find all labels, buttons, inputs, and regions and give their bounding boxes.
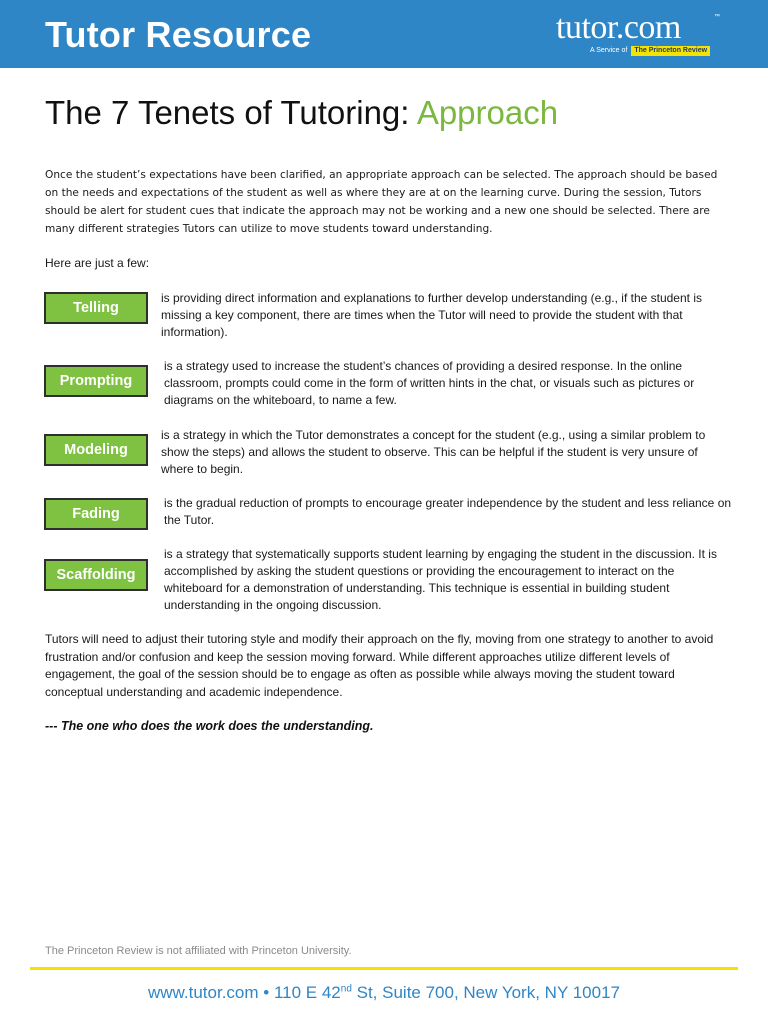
strategy-description: is a strategy that systematically supports student learning by engaging the student in the discussion. It is accomplished by asking the student questions or providing the encouragement to interact on the whiteboard for a demonstration of understanding. This technique is essential in building student understanding in the ongoing discussion. [164, 547, 717, 612]
strategy-label-badge: Scaffolding [44, 559, 148, 591]
page-title [45, 94, 558, 132]
strategy-label-badge: Prompting [44, 365, 148, 397]
logo-trademark: ™ [714, 14, 720, 20]
footer-website-link[interactable]: www.tutor.com [148, 983, 259, 1002]
header-bar [0, 0, 768, 68]
page-title-prefix: The 7 Tenets of Tutoring: [45, 94, 410, 131]
strategy-description: is a strategy in which the Tutor demonstrates a concept for the student (e.g., using a similar problem to show the steps) and allows the student to observe. This can be helpful if the student is very unsure of where to begin. [161, 428, 706, 476]
footer-contact [0, 983, 768, 1003]
strategy-description: is a strategy used to increase the student’s chances of providing a desired response. In the online classroom, prompts could come in the form of written hints in the chat, or visuals such as pictures or diagrams on the whiteboard, to name a few. [164, 359, 695, 407]
closing-paragraph: Tutors will need to adjust their tutoring style and modify their approach on the fly, moving from one strategy to another to avoid frustration and/or confusion and keep the session moving forward. While different approaches utilize different levels of engagement, the goal of the session should be to engage as often as possible while always moving the student toward conceptual understanding and academic independence. [45, 632, 714, 699]
strategy-description: is providing direct information and explanations to further develop understanding (e.g., if the student is missing a key component, there are times when the Tutor will need to provide the student with that information). [161, 291, 702, 339]
footer-separator: • [263, 983, 270, 1002]
strategy-label-badge: Fading [44, 498, 148, 530]
footer-address-rest: St, Suite 700, New York, NY 10017 [351, 983, 620, 1002]
page-title-accent: Approach [416, 94, 559, 131]
tutor-com-logo [556, 10, 726, 60]
intro-paragraph: Once the student’s expectations have been clarified, an appropriate approach can be selected. The approach should be based on the needs and expectations of the student as well as where they are at on the learning curve. During the session, Tutors should be alert for student cues that indicate the approach may not be working and a new one should be selected. There are many different strategies Tutors can utilize to move students toward understanding. [45, 169, 718, 235]
logo-tagline-text: A Service of [590, 47, 628, 54]
strategy-label-badge: Modeling [44, 434, 148, 466]
lead-text: Here are just a few: [45, 256, 150, 270]
footer-address-number: 110 E 42 [273, 983, 341, 1002]
strategy-label-badge: Telling [44, 292, 148, 324]
logo-wordmark: tutor.com [556, 9, 681, 46]
header-title: Tutor Resource [45, 14, 312, 55]
closing-quote: --- The one who does the work does the understanding. [45, 719, 374, 733]
strategy-description: is the gradual reduction of prompts to encourage greater independence by the student and less reliance on the Tutor. [164, 496, 732, 527]
disclaimer-text: The Princeton Review is not affiliated with Princeton University. [45, 945, 352, 957]
logo-tagline [590, 46, 710, 56]
logo-brand-badge: The Princeton Review [631, 46, 710, 56]
footer-address-suffix: nd [340, 983, 352, 995]
footer-divider [30, 967, 738, 970]
